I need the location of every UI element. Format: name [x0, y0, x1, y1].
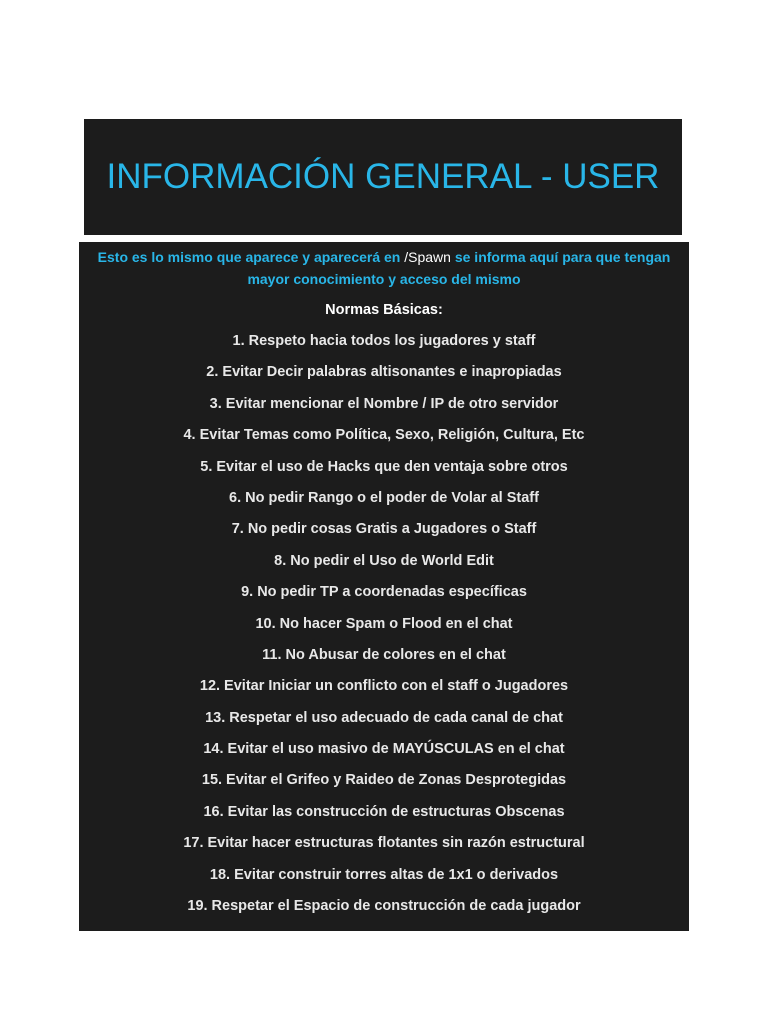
- rule-item: 13. Respetar el uso adecuado de cada canal de chat: [205, 709, 563, 726]
- rule-item: 18. Evitar construir torres altas de 1x1 o derivados: [209, 866, 559, 883]
- intro-text-after: se informa aquí para que tengan mayor conocimiento y acceso del mismo: [247, 249, 671, 287]
- rule-item: 6. No pedir Rango o el poder de Volar al Staff: [229, 489, 539, 506]
- rule-item: 19. Respetar el Espacio de construcción de cada jugador: [187, 898, 581, 915]
- rule-item: 9. No pedir TP a coordenadas específicas: [241, 584, 527, 601]
- page-title: INFORMACIÓN GENERAL - USER: [106, 157, 660, 196]
- rule-item: 8. No pedir el Uso de World Edit: [274, 552, 494, 569]
- rule-item: 7. No pedir cosas Gratis a Jugadores o Staff: [231, 521, 537, 538]
- rule-item: 5. Evitar el uso de Hacks que den ventaja sobre otros: [200, 458, 568, 475]
- intro-paragraph: [87, 246, 681, 290]
- rule-item: 2. Evitar Decir palabras altisonantes e inapropiadas: [206, 364, 562, 381]
- spawn-command: /Spawn: [404, 249, 451, 265]
- rule-item: 10. No hacer Spam o Flood en el chat: [255, 615, 513, 632]
- rules-heading: Normas Básicas:: [325, 302, 443, 318]
- rule-item: 15. Evitar el Grifeo y Raideo de Zonas Desprotegidas: [201, 772, 567, 789]
- rules-list: [79, 331, 689, 927]
- rule-item: 11. No Abusar de colores en el chat: [262, 646, 506, 663]
- rule-item: 17. Evitar hacer estructuras flotantes sin razón estructural: [183, 835, 585, 852]
- rule-item: 12. Evitar Iniciar un conflicto con el staff o Jugadores: [199, 678, 569, 695]
- rule-item: 14. Evitar el uso masivo de MAYÚSCULAS en el chat: [203, 741, 565, 758]
- rule-item: 16. Evitar las construcción de estructuras Obscenas: [203, 803, 565, 820]
- rule-item: 4. Evitar Temas como Política, Sexo, Religión, Cultura, Etc: [183, 427, 585, 444]
- rules-section: [79, 242, 689, 931]
- title-box: [84, 119, 682, 235]
- rule-item: 3. Evitar mencionar el Nombre / IP de otro servidor: [209, 395, 559, 412]
- rule-item: 1. Respeto hacia todos los jugadores y staff: [232, 333, 536, 349]
- intro-text-before: Esto es lo mismo que aparece y aparecerá en: [97, 249, 405, 265]
